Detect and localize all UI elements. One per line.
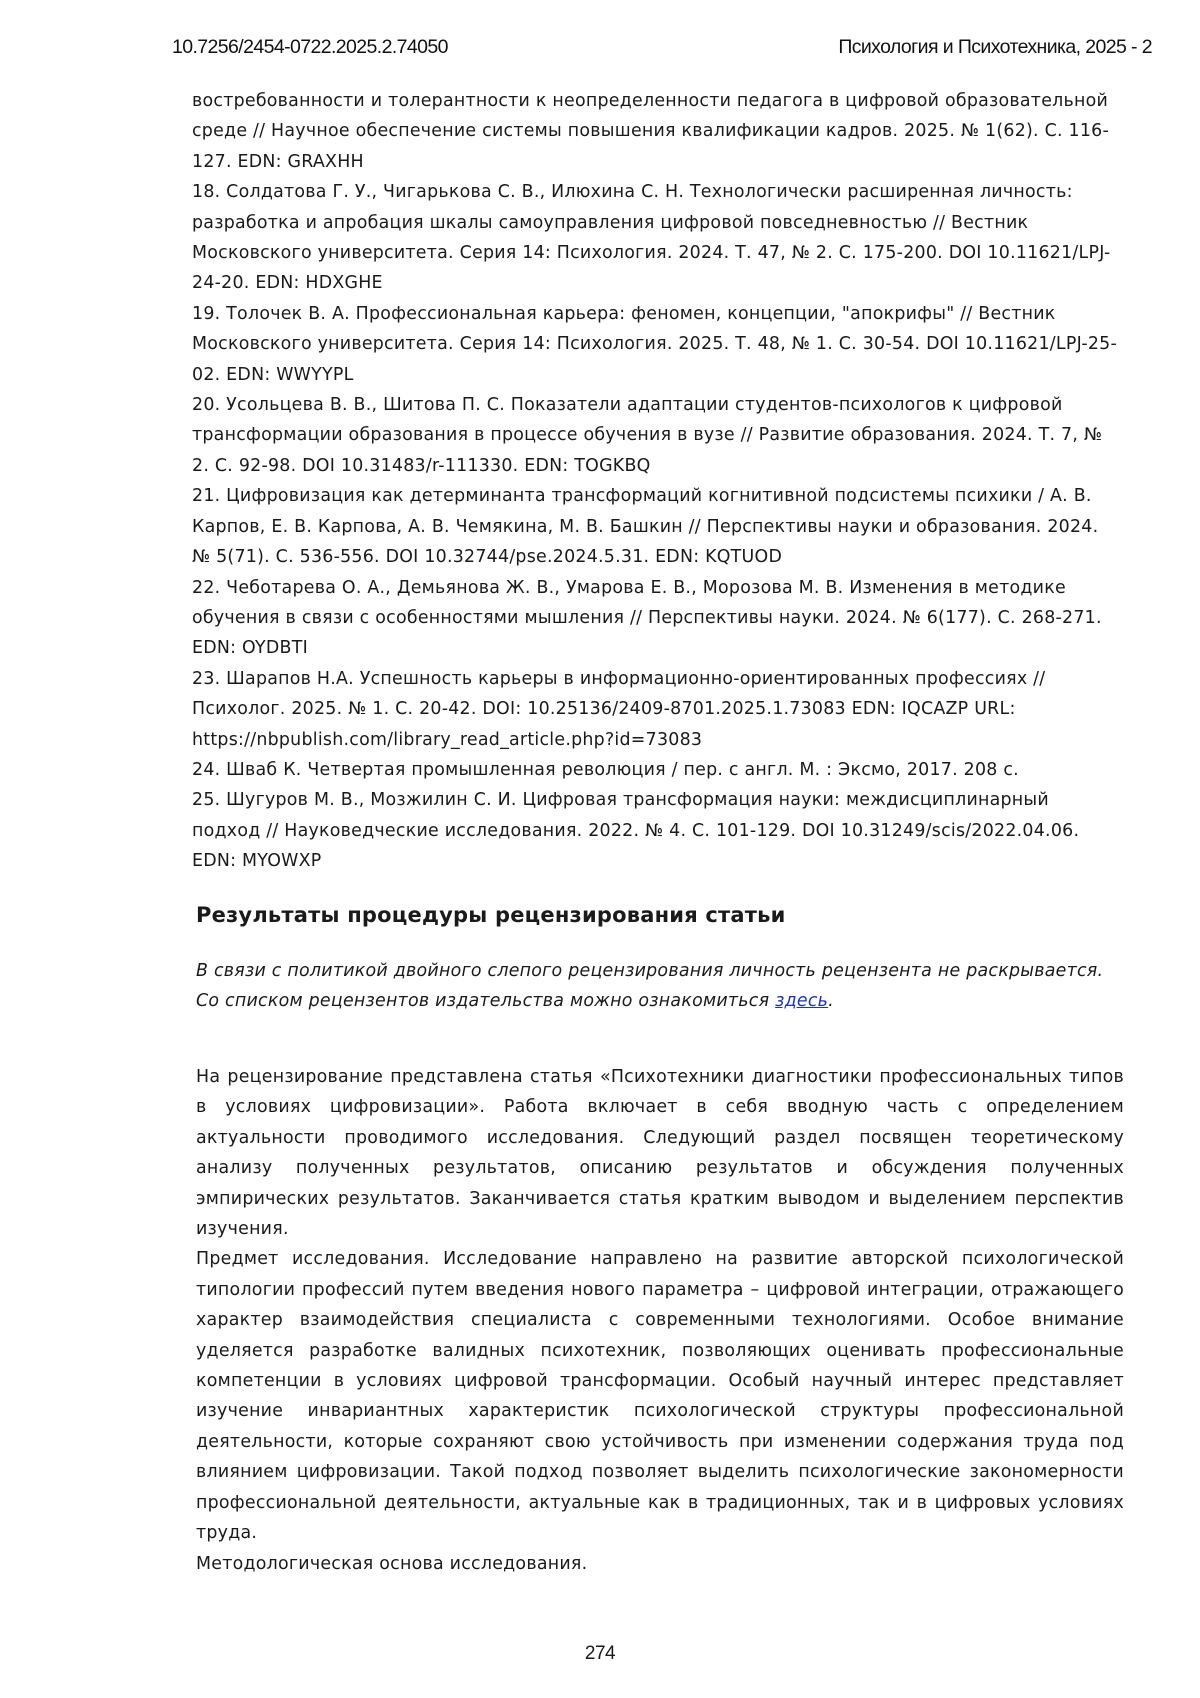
reference-item: 25. Шугуров М. В., Мозжилин С. И. Цифровая трансформация науки: междисциплинарный подход // Науковедческие исследования. 2022. № 4. С. 101-129. DOI 10.31249/scis/2022.04.06. EDN: MYOWXP <box>192 785 1122 876</box>
reference-item: 19. Толочек В. А. Профессиональная карьера: феномен, концепции, "апокрифы" // Вестник Московского университета. Серия 14: Психология. 2025. Т. 48, № 1. С. 30-54. DOI 10.11621/LPJ-25-02. EDN: WWYYPL <box>192 299 1122 390</box>
reference-item: 18. Солдатова Г. У., Чигарькова С. В., Илюхина С. Н. Технологически расширенная личность: разработка и апробация шкалы самоуправления цифровой повседневностью // Вестник Московского университета. Серия 14: Психология. 2024. Т. 47, № 2. С. 175-200. DOI 10.11621/LPJ-24-20. EDN: HDXGHE <box>192 177 1122 299</box>
reference-item: 24. Шваб К. Четвертая промышленная революция / пер. с англ. М. : Эксмо, 2017. 208 с. <box>192 755 1122 785</box>
review-paragraph: Методологическая основа исследования. <box>196 1549 1124 1579</box>
reviewers-list-period: . <box>828 991 834 1011</box>
review-paragraph: Предмет исследования. Исследование направлено на развитие авторской психологической типологии профессий путем введения нового параметра – цифровой интеграции, отражающего характер взаимодействия специалиста с современными технологиями. Особое внимание уделяется разработке валидных психотехник, позволяющих оценивать профессиональные компетенции в условиях цифровой трансформации. Особый научный интерес представляет изучение инвариантных характеристик психологической структуры профессиональной деятельности, которые сохраняют свою устойчивость при изменении содержания труда под влиянием цифровизации. Такой подход позволяет выделить психологические закономерности профессиональной деятельности, актуальные как в традиционных, так и в цифровых условиях труда. <box>196 1244 1124 1548</box>
running-header <box>172 36 1152 59</box>
article-doi: 10.7256/2454-0722.2025.2.74050 <box>172 36 448 59</box>
journal-issue: Психология и Психотехника, 2025 - 2 <box>838 36 1152 59</box>
section-title: Результаты процедуры рецензирования статьи <box>196 903 786 927</box>
page-number: 274 <box>0 1643 1200 1665</box>
reference-item: востребованности и толерантности к неопределенности педагога в цифровой образовательной среде // Научное обеспечение системы повышения квалификации кадров. 2025. № 1(62). С. 116-127. EDN: GRAXHH <box>192 86 1122 177</box>
blind-review-note: В связи с политикой двойного слепого рецензирования личность рецензента не раскрывается. <box>196 956 1124 986</box>
review-note <box>196 956 1124 1017</box>
reference-item: 23. Шарапов Н.А. Успешность карьеры в информационно-ориентированных профессиях // Психолог. 2025. № 1. С. 20-42. DOI: 10.25136/2409-8701.2025.1.73083 EDN: IQCAZP URL: https://nbpublish.com/library_read_article.php?id=73083 <box>192 664 1122 755</box>
review-paragraph: На рецензирование представлена статья «Психотехники диагностики профессиональных типов в условиях цифровизации». Работа включает в себя вводную часть с определением актуальности проводимого исследования. Следующий раздел посвящен теоретическому анализу полученных результатов, описанию результатов и обсуждения полученных эмпирических результатов. Заканчивается статья кратким выводом и выделением перспектив изучения. <box>196 1062 1124 1244</box>
review-body <box>196 1062 1124 1579</box>
reference-item: 21. Цифровизация как детерминанта трансформаций когнитивной подсистемы психики / А. В. Карпов, Е. В. Карпова, А. В. Чемякина, М. В. Башкин // Перспективы науки и образования. 2024. № 5(71). С. 536-556. DOI 10.32744/pse.2024.5.31. EDN: KQTUOD <box>192 481 1122 572</box>
reference-item: 20. Усольцева В. В., Шитова П. С. Показатели адаптации студентов-психологов к цифровой трансформации образования в процессе обучения в вузе // Развитие образования. 2024. Т. 7, № 2. С. 92-98. DOI 10.31483/r-111330. EDN: TOGKBQ <box>192 390 1122 481</box>
reference-list <box>192 86 1122 877</box>
reviewers-list-link[interactable]: здесь <box>775 991 828 1011</box>
reviewers-list-text: Со списком рецензентов издательства можно ознакомиться <box>196 991 775 1011</box>
reference-item: 22. Чеботарева О. А., Демьянова Ж. В., Умарова Е. В., Морозова М. В. Изменения в методике обучения в связи с особенностями мышления // Перспективы науки. 2024. № 6(177). С. 268-271. EDN: OYDBTI <box>192 573 1122 664</box>
reviewers-list-note <box>196 986 1124 1016</box>
